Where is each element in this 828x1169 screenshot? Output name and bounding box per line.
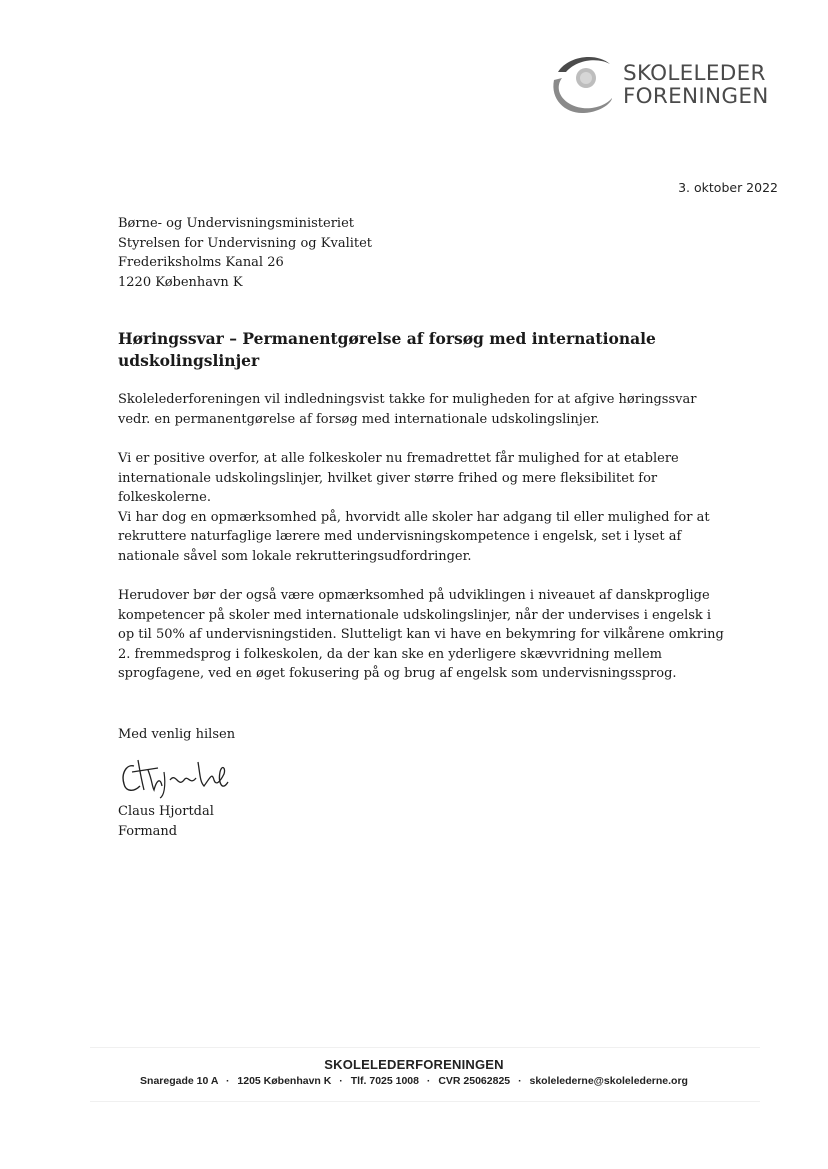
- body-line: rekruttere naturfaglige lærere med undervisningskompetence i engelsk, set i lyset af: [118, 529, 682, 544]
- footer-phone: Tlf. 7025 1008: [350, 1075, 419, 1087]
- footer-separator: ·: [225, 1075, 230, 1087]
- body-line: internationale udskolingslinjer, hvilket giver større frihed og mere fleksibilitet for: [118, 470, 658, 486]
- body-line: Vi har dog en opmærksomhed på, hvorvidt alle skoler har adgang til eller mulighed for at: [118, 509, 710, 525]
- body-line: Vi er positive overfor, at alle folkeskoler nu fremadrettet får mulighed for at etablere: [118, 451, 679, 466]
- letter-subject: Høringssvar – Permanentgørelse af forsøg med internationale udskolingslinjer: [118, 329, 656, 370]
- footer-separator: ·: [518, 1075, 522, 1087]
- footer-divider: [90, 1047, 760, 1048]
- logo-line1: SKOLELEDER: [623, 61, 766, 86]
- footer-divider: [90, 1101, 760, 1102]
- paragraph-2: [118, 449, 718, 566]
- footer-cvr: CVR 25062825: [438, 1075, 511, 1087]
- address-line: 1220 København K: [118, 274, 243, 290]
- footer-email: skolelederne@skolelederne.org: [529, 1075, 688, 1087]
- paragraph-3: [118, 586, 724, 684]
- organization-logo: [544, 50, 784, 120]
- signer-title: Formand: [118, 823, 178, 839]
- body-line: kompetencer på skoler med internationale udskolingslinjer, når der undervises i engelsk i: [118, 607, 712, 623]
- body-line: folkeskolerne.: [118, 490, 212, 505]
- body-line: nationale såvel som lokale rekrutteringsudfordringer.: [118, 548, 472, 564]
- footer-organization: SKOLELEDERFORENINGEN: [324, 1057, 504, 1072]
- body-line: vedr. en permanentgørelse af forsøg med internationale udskolingslinjer.: [118, 411, 600, 427]
- body-line: sprogfagene, ved en øget fokusering på og brug af engelsk som undervisningssprog.: [118, 666, 677, 681]
- closing-greeting: Med venlig hilsen: [118, 727, 236, 742]
- handwritten-signature: [118, 752, 233, 800]
- body-line: Skolelederforeningen vil indledningsvist takke for muligheden for at afgive høringssvar: [118, 392, 697, 407]
- body-line: Herudover bør der også være opmærksomhed på udviklingen i niveauet af danskproglige: [118, 588, 710, 603]
- body-line: 2. fremmedsprog i folkeskolen, da der kan ske en yderligere skævvridning mellem: [118, 646, 663, 662]
- footer-city: 1205 København K: [237, 1075, 332, 1087]
- recipient-address: [118, 214, 372, 292]
- body-line: op til 50% af undervisningstiden. Slutteligt kan vi have en bekymring for vilkårene omkring: [118, 627, 724, 642]
- address-line: Frederiksholms Kanal 26: [118, 255, 284, 270]
- footer-separator: ·: [426, 1075, 431, 1087]
- letter-body: [118, 390, 724, 684]
- signer-block: [118, 802, 214, 841]
- footer-contact-line: [0, 1075, 828, 1087]
- footer-address: Snaregade 10 A: [140, 1075, 219, 1087]
- logo-wordmark: [623, 62, 769, 108]
- address-line: Børne- og Undervisningsministeriet: [118, 216, 354, 231]
- footer-separator: ·: [339, 1075, 343, 1087]
- swoosh-circle-logo-icon: [544, 50, 616, 116]
- paragraph-1: [118, 390, 718, 429]
- logo-line2: FORENINGEN: [623, 84, 769, 109]
- letter-date: 3. oktober 2022: [678, 180, 778, 195]
- address-line: Styrelsen for Undervisning og Kvalitet: [118, 235, 373, 251]
- signer-name: Claus Hjortdal: [118, 804, 214, 819]
